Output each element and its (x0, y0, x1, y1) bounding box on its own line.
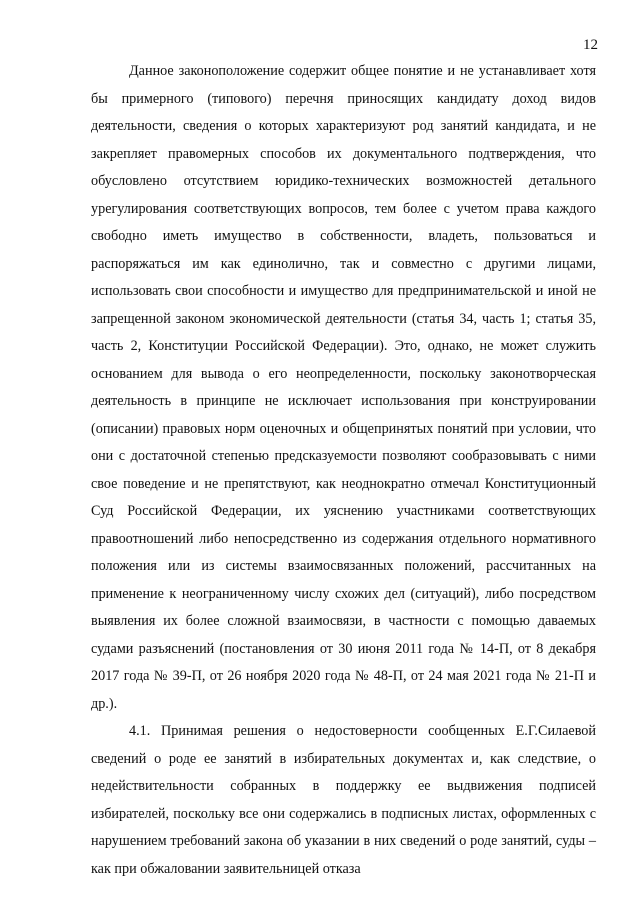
page-number: 12 (583, 37, 598, 53)
paragraph: Данное законоположение содержит общее понятие и не устанавливает хотя бы примерного (типового) перечня приносящих кандидату доход видов деятельности, сведения о которых характеризуют род занятий кандидата, и не закрепляет правомерных способов их документального подтверждения, что обусловлено отсутствием юридико-технических возможностей детального урегулирования соответствующих вопросов, тем более с учетом права каждого свободно иметь имущество в собственности, владеть, пользоваться и распоряжаться им как единолично, так и совместно с другими лицами, использовать свои способности и имущество для предпринимательской и иной не запрещенной законом экономической деятельности (статья 34, часть 1; статья 35, часть 2, Конституции Российской Федерации). Это, однако, не может служить основанием для вывода о его неопределенности, поскольку законотворческая деятельность в принципе не исключает использования при конструировании (описании) правовых норм оценочных и общепринятых понятий при условии, что они с достаточной степенью предсказуемости позволяют сообразовывать с ними свое поведение и не препятствуют, как неоднократно отмечал Конституционный Суд Российской Федерации, их уяснению участниками соответствующих правоотношений либо непосредственно из содержания отдельного нормативного положения или из системы взаимосвязанных положений, рассчитанных на применение к неограниченному числу схожих дел (ситуаций), либо посредством выявления их более сложной взаимосвязи, в частности с помощью даваемых судами разъяснений (постановления от 30 июня 2011 года № 14-П, от 8 декабря 2017 года № 39-П, от 26 ноября 2020 года № 48-П, от 24 мая 2021 года № 21-П и др.). (91, 63, 596, 712)
document-body (91, 58, 596, 883)
paragraph: 4.1. Принимая решения о недостоверности сообщенных Е.Г.Силаевой сведений о роде ее занятий в избирательных документах и, как следствие, о недействительности собранных в поддержку ее выдвижения подписей избирателей, поскольку все они содержались в подписных листах, оформленных с нарушением требований закона об указании в них сведений о роде занятий, суды – как при обжаловании заявительницей отказа (91, 723, 596, 877)
